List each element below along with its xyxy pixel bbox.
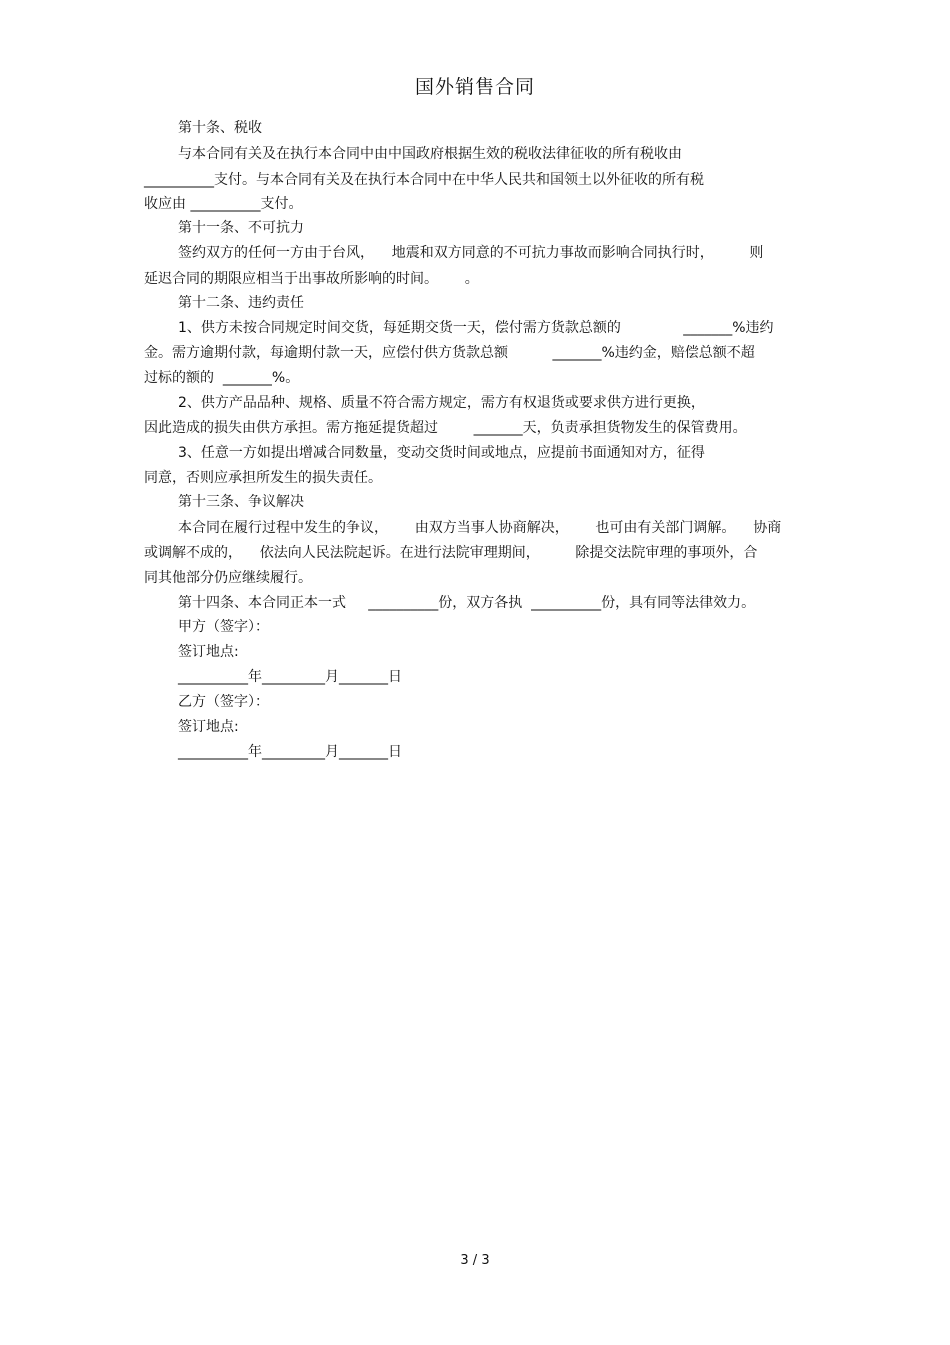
paragraph-line: 2、供方产品品种、规格、质量不符合需方规定，需方有权退货或要求供方进行更换， bbox=[178, 395, 705, 411]
paragraph-line: 过标的额的 _______%。 bbox=[144, 370, 300, 386]
paragraph-line: 同意，否则应承担所发生的损失责任。 bbox=[144, 470, 382, 486]
paragraph-line: 签约双方的任何一方由于台风， 地震和双方同意的不可抗力事故而影响合同执行时， 则 bbox=[178, 245, 764, 261]
page-number: 3 / 3 bbox=[460, 1253, 490, 1268]
article-14-line: 第十四条、本合同正本一式 __________份，双方各执 __________份，具有同等法律效力。 bbox=[178, 595, 756, 611]
paragraph-line: 3、任意一方如提出增减合同数量，变动交货时间或地点，应提前书面通知对方，征得 bbox=[178, 445, 705, 461]
paragraph-line: 1、供方未按合同规定时间交货，每延期交货一天，偿付需方货款总额的 _______%违约 bbox=[178, 320, 774, 336]
article-13-heading: 第十三条、争议解决 bbox=[178, 494, 304, 510]
paragraph-line: __________支付。与本合同有关及在执行本合同中在中华人民共和国领土以外征收的所有税 bbox=[144, 172, 704, 188]
article-11-heading: 第十一条、不可抗力 bbox=[178, 220, 304, 236]
paragraph-line: 与本合同有关及在执行本合同中由中国政府根据生效的税收法律征收的所有税收由 bbox=[178, 146, 682, 162]
party-a-signature-label: 甲方（签字）： bbox=[178, 619, 269, 635]
paragraph-line: 延迟合同的期限应相当于出事故所影响的时间。 。 bbox=[144, 271, 479, 287]
party-a-date-line: __________年_________月_______日 bbox=[178, 669, 402, 685]
party-b-sign-place-label: 签订地点: bbox=[178, 719, 239, 735]
document-title: 国外销售合同 bbox=[414, 76, 535, 98]
paragraph-line: 金。需方逾期付款，每逾期付款一天，应偿付供方货款总额 _______%违约金，赔偿总额不超 bbox=[144, 345, 755, 361]
article-12-heading: 第十二条、违约责任 bbox=[178, 295, 304, 311]
paragraph-line: 收应由 __________支付。 bbox=[144, 196, 303, 212]
paragraph-line: 因此造成的损失由供方承担。需方拖延提货超过 _______天，负责承担货物发生的保管费用。 bbox=[144, 420, 747, 436]
paragraph-line: 或调解不成的， 依法向人民法院起诉。在进行法院审理期间， 除提交法院审理的事项外，合 bbox=[144, 545, 758, 561]
paragraph-line: 本合同在履行过程中发生的争议， 由双方当事人协商解决， 也可由有关部门调解。 协商 bbox=[178, 520, 782, 536]
article-10-heading: 第十条、税收 bbox=[178, 120, 262, 136]
party-b-signature-label: 乙方（签字）： bbox=[178, 694, 269, 710]
party-a-sign-place-label: 签订地点: bbox=[178, 644, 239, 660]
paragraph-line: 同其他部分仍应继续履行。 bbox=[144, 570, 312, 586]
party-b-date-line: __________年_________月_______日 bbox=[178, 744, 402, 760]
